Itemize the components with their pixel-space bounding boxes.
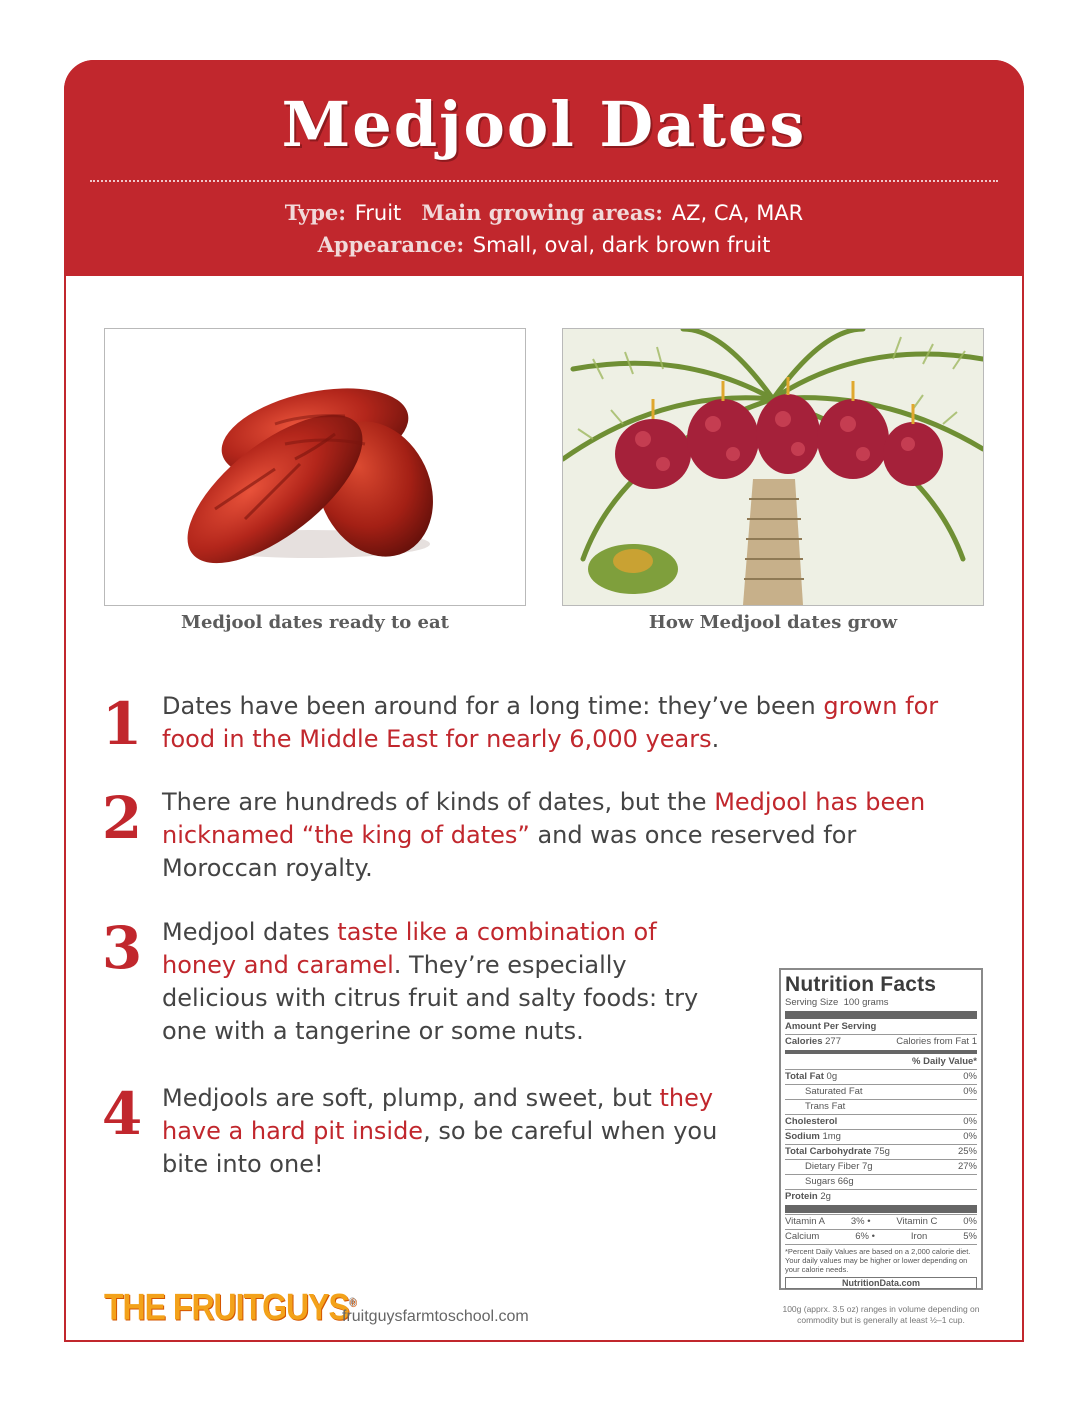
nutrient-daily-value: 0% <box>963 1071 977 1082</box>
fact-segment: and was once reserved for Moroccan royalty. <box>162 821 857 882</box>
daily-value-header <box>785 1055 977 1069</box>
calories-fat: Calories from Fat 1 <box>896 1036 977 1047</box>
serving-note: 100g (apprx. 3.5 oz) ranges in volume depending on commodity but is generally at least ½–1 cup. <box>782 1304 980 1325</box>
fact-highlight: Medjool has been nicknamed “the king of dates” <box>162 788 926 849</box>
nutrient-row <box>785 1084 977 1099</box>
nutrient-label: Protein <box>785 1191 818 1202</box>
fact-number-1: 1 <box>101 690 143 758</box>
amount-per-serving <box>785 1020 977 1034</box>
nutrition-thick-bar <box>785 1011 977 1019</box>
calories-label: Calories <box>785 1036 823 1047</box>
meta-line-1 <box>64 200 1024 225</box>
calories-row <box>785 1034 977 1049</box>
nutrient-daily-value: 0% <box>963 1086 977 1097</box>
areas-label: Main growing areas: <box>421 200 664 225</box>
fact-number-4: 4 <box>101 1080 143 1148</box>
fact-highlight: taste like a combination of honey and caramel <box>162 918 657 979</box>
vitamin-label: Vitamin A <box>785 1216 825 1227</box>
nutrition-facts-label <box>779 968 983 1290</box>
nutrient-daily-value: 0% <box>963 1116 977 1127</box>
fact-highlight: grown for food in the Middle East for nearly 6,000 years <box>162 692 939 753</box>
fact-number-2: 2 <box>101 784 143 852</box>
vitamin-label: Calcium <box>785 1231 820 1242</box>
nutrient-label: Dietary Fiber <box>805 1161 860 1172</box>
logo-registered-mark: ® <box>348 1296 356 1310</box>
nutrient-row <box>785 1099 977 1114</box>
vitamin-daily-value: 0% <box>963 1216 977 1227</box>
fact-segment: Medjools are soft, plump, and sweet, but <box>162 1084 660 1112</box>
nutrient-daily-value: 25% <box>957 1146 977 1157</box>
vitamin-label: Iron <box>910 1231 928 1242</box>
nutrient-amount: 1mg <box>819 1131 841 1142</box>
nutrient-row <box>785 1174 977 1189</box>
nutrient-label: Sugars <box>805 1176 836 1187</box>
nutrition-title: Nutrition Facts <box>785 973 937 996</box>
nutrient-row <box>785 1144 977 1159</box>
fact-highlight: they have a hard pit inside <box>162 1084 714 1145</box>
nutrition-footnote: *Percent Daily Values are based on a 2,000 calorie diet. Your daily values may be higher or lower depending on your calorie needs. <box>785 1244 977 1274</box>
meta-line-2 <box>64 232 1024 257</box>
nutrition-bar <box>785 1050 977 1054</box>
fact-number-3: 3 <box>101 914 143 982</box>
appearance-value: Small, oval, dark brown fruit <box>472 233 771 257</box>
calories-value: 277 <box>825 1036 841 1047</box>
vitamin-daily-value: 6% • <box>855 1231 875 1242</box>
fact-segment: . <box>711 725 720 753</box>
dates-photo <box>104 328 526 606</box>
nutrient-daily-value: 27% <box>957 1161 977 1172</box>
palm-photo <box>562 328 984 606</box>
nutrient-row <box>785 1114 977 1129</box>
fact-segment: Medjool dates <box>162 918 338 946</box>
nutrient-amount: 66g <box>835 1176 854 1187</box>
fact-text-1 <box>162 690 962 756</box>
nutrient-label: Trans Fat <box>805 1101 846 1112</box>
header-banner <box>64 60 1024 276</box>
fact-segment: , so be careful when you bite into one! <box>162 1117 718 1178</box>
daily-value-header-label: % Daily Value* <box>912 1056 977 1067</box>
serving-size-row <box>785 996 977 1010</box>
vitamin-daily-value: 5% <box>963 1231 977 1242</box>
nutrition-site: NutritionData.com <box>785 1277 977 1289</box>
vitamin-rows <box>785 1214 977 1244</box>
nutrition-thick-bar-2 <box>785 1205 977 1213</box>
nutrient-label: Saturated Fat <box>805 1086 863 1097</box>
nutrient-amount: 75g <box>871 1146 890 1157</box>
vitamin-row <box>785 1214 977 1229</box>
nutrient-row <box>785 1189 977 1204</box>
fruitguys-logo <box>104 1286 355 1329</box>
nutrient-label: Total Fat <box>785 1071 824 1082</box>
fact-segment: . They’re especially delicious with citrus fruit and salty foods: try one with a tangerine or some nuts. <box>162 951 699 1045</box>
palm-photo-caption: How Medjool dates grow <box>648 612 898 633</box>
nutrient-rows <box>785 1069 977 1204</box>
fact-segment: Dates have been around for a long time: they’ve been <box>162 692 824 720</box>
nutrient-amount: 0g <box>823 1071 838 1082</box>
fact-text-4 <box>162 1082 722 1181</box>
type-value: Fruit <box>354 201 402 225</box>
fact-segment: There are hundreds of kinds of dates, but the <box>162 788 715 816</box>
nutrient-label: Cholesterol <box>785 1116 838 1127</box>
type-label: Type: <box>284 200 347 225</box>
nutrient-row <box>785 1069 977 1084</box>
appearance-label: Appearance: <box>317 232 465 257</box>
nutrient-label: Total Carbohydrate <box>785 1146 872 1157</box>
vitamin-row <box>785 1229 977 1244</box>
areas-value: AZ, CA, MAR <box>671 201 804 225</box>
serving-value: 100 grams <box>843 997 889 1008</box>
website-link[interactable]: fruitguysfarmtoschool.com <box>342 1308 529 1325</box>
fact-text-2 <box>162 786 962 885</box>
dotted-divider <box>90 180 998 182</box>
nutrient-label: Sodium <box>785 1131 820 1142</box>
nutrient-row <box>785 1129 977 1144</box>
nutrient-row <box>785 1159 977 1174</box>
nutrient-amount: 7g <box>859 1161 873 1172</box>
dates-photo-caption: Medjool dates ready to eat <box>181 612 449 633</box>
vitamin-daily-value: 3% • <box>850 1216 871 1227</box>
amount-per-serving-label: Amount Per Serving <box>785 1021 877 1032</box>
page-title: Medjool Dates <box>281 88 807 161</box>
nutrient-daily-value: 0% <box>963 1131 977 1142</box>
logo-text: THE FRUITGUYS <box>104 1286 349 1328</box>
serving-label: Serving Size <box>785 997 839 1008</box>
vitamin-label: Vitamin C <box>896 1216 938 1227</box>
fact-text-3 <box>162 916 722 1048</box>
nutrient-amount: 2g <box>817 1191 831 1202</box>
